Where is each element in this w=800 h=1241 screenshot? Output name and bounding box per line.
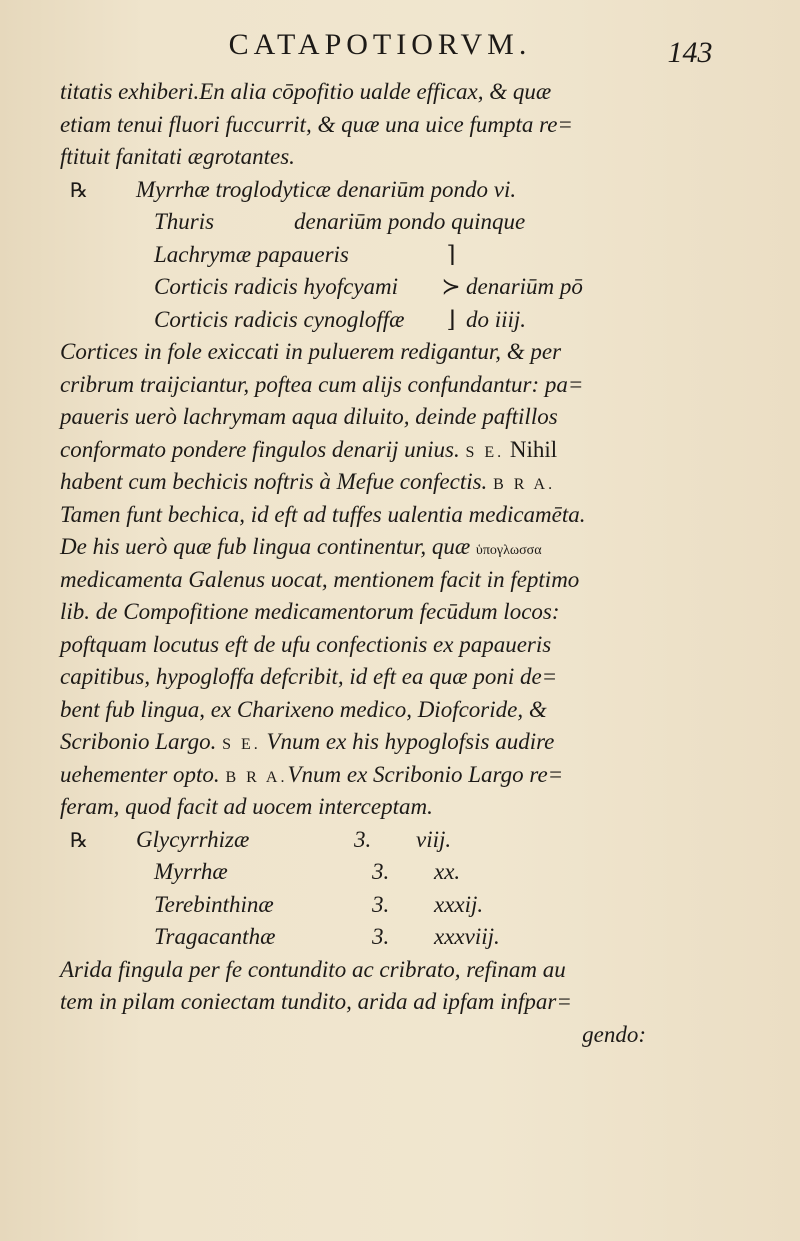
ingredient: Myrrhæ troglodyticæ denariūm pondo bbox=[136, 176, 489, 202]
catchword-line: gendo: bbox=[582, 1021, 646, 1047]
recipe-symbol: ℞ bbox=[70, 829, 88, 852]
quantity: denariūm pondo quinque bbox=[294, 209, 526, 234]
text-line: Arida fingula per fe contundito ac cribrato, refinam au bbox=[60, 956, 566, 982]
recipe-line bbox=[60, 304, 710, 337]
text-line: capitibus, hypogloffa defcribit, id eft ea quæ poni de= bbox=[60, 664, 558, 689]
speaker-se: S E. bbox=[222, 736, 261, 753]
ingredient: Tragacanthæ bbox=[154, 924, 276, 949]
page-number: 143 bbox=[667, 36, 713, 69]
brace-top: ⌉ bbox=[446, 241, 456, 267]
greek-word: ὑπογλωσσα bbox=[475, 543, 542, 558]
dose-mark: 3. bbox=[354, 826, 372, 852]
quantity: viij. bbox=[416, 826, 452, 852]
text-span: Scribonio Largo. bbox=[60, 729, 217, 754]
speaker-bra: B R A. bbox=[225, 768, 288, 786]
ingredient: Myrrhæ bbox=[154, 859, 228, 884]
text-line bbox=[60, 726, 710, 759]
quantity: do iiij. bbox=[466, 306, 527, 332]
quantity: xxxij. bbox=[434, 891, 484, 917]
text-line: poftquam locutus eft de ufu confectionis ex papaueris bbox=[60, 631, 552, 657]
text-line: Cortices in fole exiccati in puluerem redigantur, & per bbox=[60, 339, 562, 364]
ingredient: Corticis radicis hyofcyami bbox=[154, 274, 399, 299]
text-span: habent cum bechicis noftris à Mefue confectis. bbox=[60, 469, 488, 494]
recipe-line bbox=[60, 921, 710, 954]
text-line: ftituit fanitati ægrotantes. bbox=[60, 144, 295, 169]
speaker-se: S E. bbox=[465, 443, 505, 461]
text-line bbox=[60, 531, 710, 564]
recipe-line bbox=[60, 271, 710, 304]
text-line: paueris uerò lachrymam aqua diluito, deinde paftillos bbox=[60, 404, 558, 429]
recipe-line bbox=[60, 856, 710, 889]
dose-mark: 3. bbox=[372, 859, 390, 884]
brace-middle: ≻ bbox=[441, 274, 461, 299]
text-line: lib. de Compofitione medicamentorum fecūdum locos: bbox=[60, 599, 560, 624]
quantity: xx. bbox=[434, 859, 461, 884]
text-span: Nihil bbox=[509, 436, 558, 462]
quantity: vi. bbox=[493, 176, 517, 202]
text-line: etiam tenui fluori fuccurrit, & quæ una uice fumpta re= bbox=[60, 111, 573, 137]
quantity: xxxviij. bbox=[434, 924, 500, 949]
text-line bbox=[60, 434, 710, 467]
recipe-line bbox=[60, 239, 710, 272]
brace-bottom: ⌋ bbox=[446, 306, 456, 332]
recipe-line bbox=[60, 174, 710, 207]
recipe-line bbox=[60, 824, 710, 857]
text-line: medicamenta Galenus uocat, mentionem facit in feptimo bbox=[60, 566, 580, 592]
text-span: conformato pondere fingulos denarij unius. bbox=[60, 436, 460, 462]
speaker-bra: B R A. bbox=[493, 476, 556, 493]
text-line bbox=[60, 466, 710, 499]
text-line: bent fub lingua, ex Charixeno medico, Diofcoride, & bbox=[60, 696, 547, 722]
dose-mark: 3. bbox=[372, 924, 390, 949]
text-line: feram, quod facit ad uocem interceptam. bbox=[60, 794, 433, 819]
text-span: De his uerò quæ fub lingua continentur, quæ bbox=[60, 534, 471, 559]
text-span: uehementer opto. bbox=[60, 761, 220, 787]
recipe-line bbox=[60, 206, 710, 239]
ingredient: Corticis radicis cynogloffæ bbox=[154, 306, 405, 332]
text-line: titatis exhiberi.En alia cōpofitio ualde efficax, & quæ bbox=[60, 79, 552, 104]
text-line: Tamen funt bechica, id eft ad tuffes ualentia medicamēta. bbox=[60, 501, 586, 527]
running-head: CATAPOTIORVM. bbox=[228, 28, 532, 61]
text-span: Vnum ex his hypoglofsis audire bbox=[266, 729, 555, 754]
ingredient: Glycyrrhizæ bbox=[136, 826, 250, 852]
dose-mark: 3. bbox=[372, 891, 390, 917]
text-span: Vnum ex Scribonio Largo re= bbox=[287, 761, 564, 787]
ingredient: Terebinthinæ bbox=[154, 891, 274, 917]
text-line: tem in pilam coniectam tundito, arida ad ipfam infpar= bbox=[60, 989, 572, 1014]
quantity: denariūm pō bbox=[466, 274, 583, 299]
recipe-symbol: ℞ bbox=[70, 179, 88, 202]
ingredient: Lachrymæ papaueris bbox=[154, 241, 349, 267]
recipe-line bbox=[60, 889, 710, 922]
text-line bbox=[60, 759, 710, 792]
body-text bbox=[60, 76, 710, 1051]
ingredient: Thuris bbox=[154, 209, 215, 234]
text-line: cribrum traijciantur, poftea cum alijs confundantur: pa= bbox=[60, 371, 584, 397]
